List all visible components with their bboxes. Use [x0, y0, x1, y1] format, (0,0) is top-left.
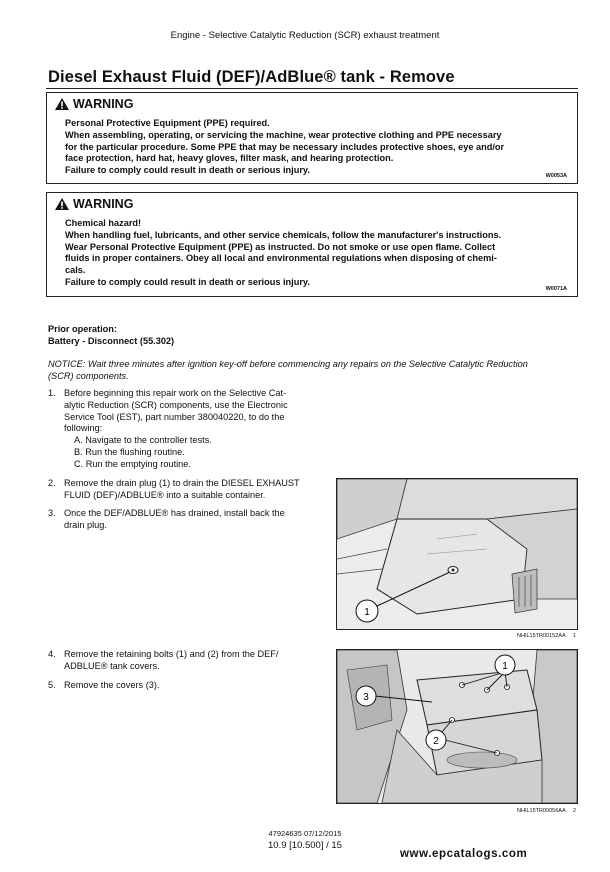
warning-line: Wear Personal Protective Equipment (PPE) as instructed. Do not smoke or use open flame. Collect [65, 241, 496, 252]
step-line: following: [64, 423, 103, 434]
title-rule [46, 88, 578, 89]
callout-label: 1 [364, 607, 370, 618]
step-line: Service Tool (EST), part number 380040220, to do the [64, 411, 285, 422]
step-line: Before beginning this repair work on the Selective Cat- [64, 388, 287, 398]
step-line: ADBLUE® tank covers. [64, 660, 160, 671]
warning-line: fluids in proper containers. Obey all local and environmental regulations when disposing of chemi- [65, 253, 497, 264]
step-3-text [64, 508, 316, 532]
watermark: www.epcatalogs.com [400, 848, 528, 860]
step-1-text [64, 388, 316, 471]
warning-box-chemical [46, 192, 578, 297]
step-number: 2. [48, 478, 56, 488]
notice-line: (SCR) components. [48, 371, 129, 381]
callout-label: 3 [363, 692, 369, 703]
footer-doc: 47924635 07/12/2015 [268, 829, 342, 838]
warning-code: W0071A [545, 286, 567, 292]
page-title: Diesel Exhaust Fluid (DEF)/AdBlue® tank - Remove [48, 68, 455, 86]
step-subitem: B. Run the flushing routine. [74, 446, 185, 457]
figure-code: NHIL15TR00152AA [517, 633, 566, 639]
warning-body [65, 118, 565, 177]
drain-plug-illustration [337, 479, 577, 629]
step-line: FLUID (DEF)/ADBLUE® into a suitable container. [64, 489, 266, 500]
warning-body [65, 218, 565, 289]
figure-index: 2 [573, 808, 577, 814]
prior-operation-label: Prior operation: [48, 324, 117, 334]
figure-index: 1 [573, 633, 577, 639]
warning-heading-text: WARNING [73, 197, 134, 211]
footer-page: 10.9 [10.500] / 15 [268, 840, 342, 851]
warning-line: When handling fuel, lubricants, and other service chemicals, follow the manufacturer's instructions. [65, 229, 502, 240]
step-line: Remove the drain plug (1) to drain the DIESEL EXHAUST [64, 478, 300, 488]
step-4-text [64, 649, 316, 673]
warning-line: Failure to comply could result in death or serious injury. [65, 165, 310, 176]
warning-line: Chemical hazard! [65, 218, 142, 228]
warning-line: for the particular procedure. Some PPE that may be necessary includes protective shoes, eye and/or [65, 141, 505, 152]
step-line: Once the DEF/ADBLUE® has drained, install back the [64, 508, 285, 518]
step-2-text [64, 478, 316, 502]
step-line: Remove the covers (3). [64, 680, 160, 690]
figure-drain-plug [336, 478, 578, 630]
warning-line: face protection, hard hat, heavy gloves, filter mask, and hearing protection. [65, 153, 394, 164]
step-number: 4. [48, 649, 56, 659]
step-line: drain plug. [64, 519, 107, 530]
warning-heading [55, 97, 133, 111]
warning-triangle-icon [55, 198, 69, 210]
warning-heading [55, 197, 133, 211]
step-number: 3. [48, 508, 56, 518]
step-5-text [64, 680, 316, 692]
step-number: 1. [48, 388, 56, 398]
warning-heading-text: WARNING [73, 97, 134, 111]
step-subitem: A. Navigate to the controller tests. [74, 435, 212, 446]
page-header: Engine - Selective Catalytic Reduction (SCR) exhaust treatment [170, 30, 440, 41]
step-number: 5. [48, 680, 56, 690]
figure-tank-covers [336, 649, 578, 804]
notice-line: NOTICE: Wait three minutes after ignition key-off before commencing any repairs on the Selective Catalytic Reduction [48, 359, 528, 369]
prior-operation-link[interactable]: Battery - Disconnect (55.302) [48, 336, 175, 346]
warning-line: When assembling, operating, or servicing the machine, wear protective clothing and PPE necessary [65, 129, 502, 140]
warning-code: W0053A [545, 173, 567, 179]
warning-box-ppe [46, 92, 578, 184]
step-line: Remove the retaining bolts (1) and (2) from the DEF/ [64, 649, 279, 659]
callout-label: 1 [502, 661, 508, 672]
callout-label: 2 [433, 736, 439, 747]
figure-code: NHIL15TR00056AA [517, 808, 566, 814]
step-line: alytic Reduction (SCR) components, use the Electronic [64, 399, 288, 410]
step-subitem: C. Run the emptying routine. [74, 458, 191, 469]
warning-line: Personal Protective Equipment (PPE) required. [65, 118, 270, 128]
warning-line: cals. [65, 265, 86, 276]
warning-line: Failure to comply could result in death or serious injury. [65, 276, 310, 287]
tank-covers-illustration [337, 650, 577, 803]
warning-triangle-icon [55, 98, 69, 110]
